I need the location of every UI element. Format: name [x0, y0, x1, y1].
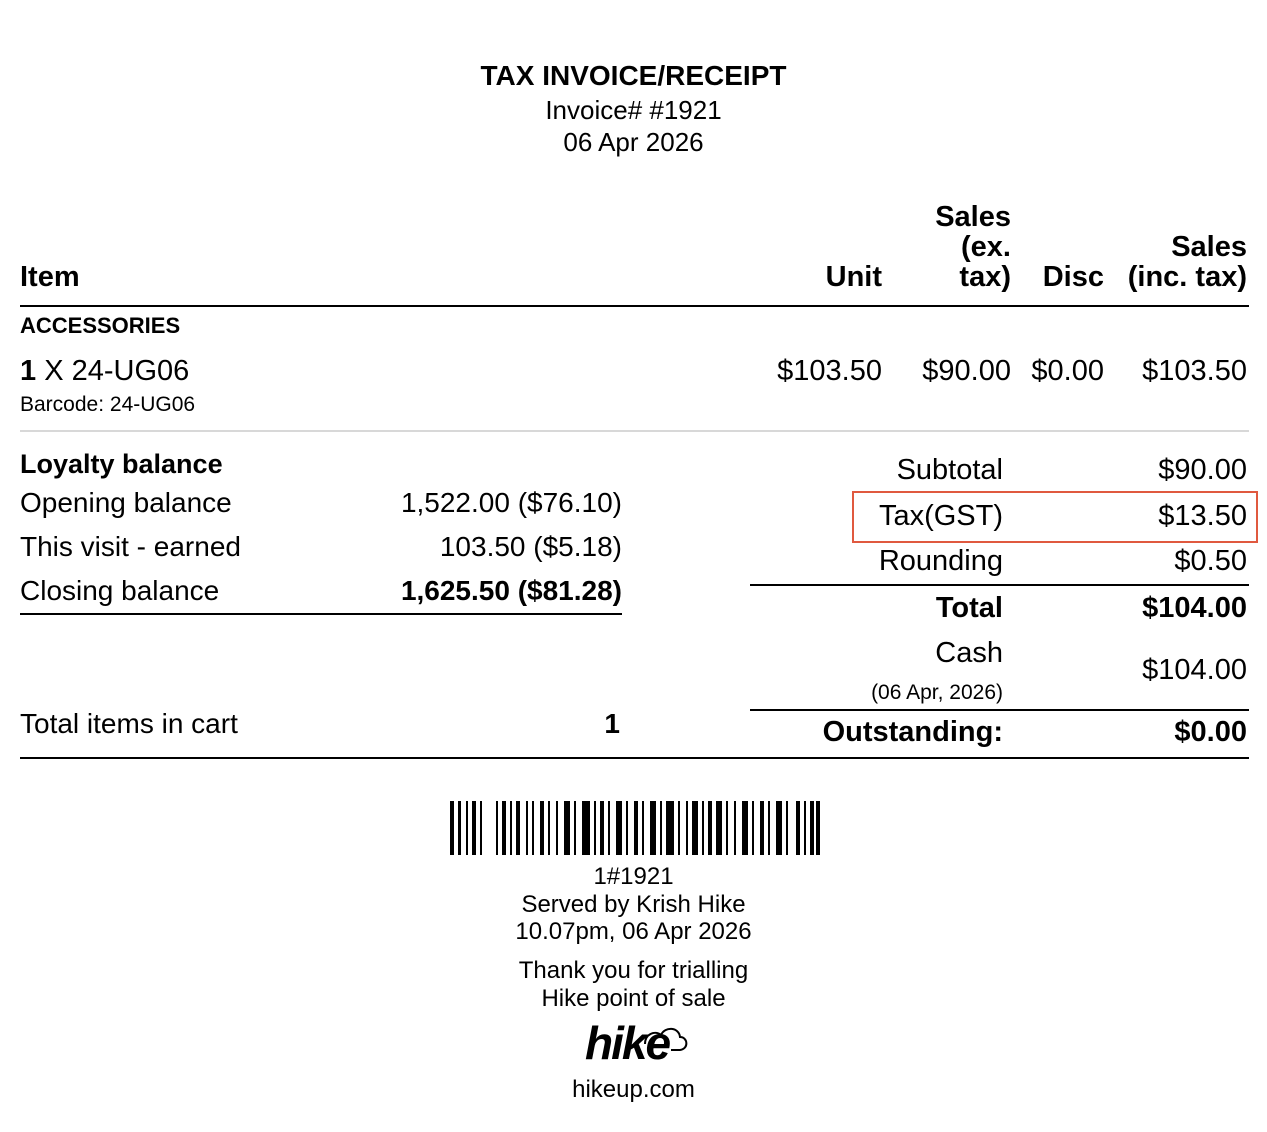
invoice-barcode: [450, 801, 820, 855]
barcode-bar: [496, 801, 498, 855]
barcode-bar: [666, 801, 674, 855]
barcode-bar: [574, 801, 576, 855]
subtotal-label: Subtotal: [896, 454, 1003, 486]
invoice-number: Invoice# #1921: [545, 95, 722, 125]
barcode-bar: [726, 801, 728, 855]
loyalty-earned-value: 103.50 ($5.18): [439, 531, 622, 562]
rounding-label: Rounding: [878, 545, 1003, 577]
total-label: Total: [935, 592, 1003, 624]
hike-logo-text: hike: [585, 1017, 670, 1069]
column-header-item: Item: [20, 261, 80, 293]
barcode-bar: [540, 801, 544, 855]
barcode-bar: [564, 801, 570, 855]
barcode-bar: [786, 801, 788, 855]
barcode-bar: [510, 801, 512, 855]
column-header-sales-inc-tax-2: (inc. tax): [1127, 261, 1247, 293]
barcode-bar: [660, 801, 662, 855]
invoice-title: TAX INVOICE/RECEIPT: [480, 60, 787, 91]
category-label: ACCESSORIES: [20, 313, 181, 338]
barcode-bar: [480, 801, 482, 855]
loyalty-divider: [20, 613, 622, 615]
barcode-text: 1#1921: [593, 863, 674, 890]
barcode-bar: [742, 801, 748, 855]
served-by: Served by Krish Hike: [521, 891, 746, 918]
barcode-bar: [692, 801, 698, 855]
column-header-sales-ex-tax-2: (ex.: [961, 231, 1011, 263]
barcode-bar: [810, 801, 814, 855]
barcode-bar: [760, 801, 764, 855]
line-item-sales-ex-tax: $90.00: [922, 355, 1011, 387]
rounding-value: $0.50: [1174, 545, 1247, 577]
barcode-bar: [516, 801, 520, 855]
loyalty-opening-value: 1,522.00 ($76.10): [400, 487, 622, 518]
item-divider: [20, 430, 1249, 432]
barcode-bar: [472, 801, 476, 855]
barcode-bar: [458, 801, 461, 855]
footer-divider: [20, 757, 1249, 759]
column-header-disc: Disc: [1042, 261, 1104, 293]
loyalty-opening-label: Opening balance: [20, 487, 232, 518]
hike-logo: [585, 1018, 695, 1074]
loyalty-closing-label: Closing balance: [20, 575, 220, 606]
barcode-bar: [642, 801, 644, 855]
barcode-bar: [678, 801, 680, 855]
barcode-bar: [752, 801, 754, 855]
barcode-bar: [556, 801, 558, 855]
line-item-sales-inc-tax: $103.50: [1142, 355, 1247, 387]
barcode-bar: [600, 801, 604, 855]
barcode-bar: [526, 801, 528, 855]
barcode-bar: [582, 801, 590, 855]
barcode-bar: [708, 801, 712, 855]
barcode-bar: [804, 801, 806, 855]
barcode-bar: [702, 801, 704, 855]
tax-label: Tax(GST): [878, 500, 1003, 532]
barcode-bar: [466, 801, 468, 855]
line-item-name: [20, 355, 189, 388]
column-header-unit: Unit: [825, 261, 882, 293]
barcode-bar: [634, 801, 638, 855]
column-header-sales-ex-tax-1: Sales: [935, 201, 1011, 233]
loyalty-earned-label: This visit - earned: [20, 531, 241, 562]
invoice-date: 06 Apr 2026: [563, 127, 704, 157]
barcode-bar: [532, 801, 534, 855]
cash-value: $104.00: [1142, 654, 1247, 686]
total-value: $104.00: [1142, 592, 1247, 624]
barcode-bar: [626, 801, 628, 855]
cart-items-label: Total items in cart: [20, 708, 238, 739]
barcode-bar: [686, 801, 688, 855]
line-item-qty: 1: [20, 355, 37, 387]
loyalty-closing-value: 1,625.50 ($81.28): [400, 575, 622, 606]
barcode-bar: [594, 801, 596, 855]
cash-label: Cash: [935, 637, 1003, 669]
column-header-sales-ex-tax-3: tax): [959, 261, 1011, 293]
barcode-bar: [716, 801, 722, 855]
line-item-product: X 24-UG06: [36, 355, 190, 387]
receipt-timestamp: 10.07pm, 06 Apr 2026: [515, 918, 752, 945]
barcode-bar: [768, 801, 770, 855]
cash-date: (06 Apr, 2026): [871, 681, 1003, 704]
totals-divider: [750, 584, 1249, 586]
barcode-bar: [734, 801, 736, 855]
barcode-bar: [816, 801, 820, 855]
thanks-line-2: Hike point of sale: [541, 985, 726, 1012]
outstanding-label: Outstanding:: [822, 716, 1003, 748]
header-divider: [20, 305, 1249, 307]
line-item-disc: $0.00: [1031, 355, 1104, 387]
barcode-bar: [796, 801, 800, 855]
barcode-bar: [650, 801, 656, 855]
cart-items-value: 1: [604, 708, 620, 739]
barcode-bar: [776, 801, 782, 855]
barcode-bar: [502, 801, 506, 855]
website: hikeup.com: [572, 1076, 695, 1103]
loyalty-title: Loyalty balance: [20, 449, 223, 479]
line-item-barcode: Barcode: 24-UG06: [20, 393, 196, 416]
barcode-bar: [548, 801, 550, 855]
subtotal-value: $90.00: [1158, 454, 1247, 486]
tax-value: $13.50: [1158, 500, 1247, 532]
barcode-bar: [608, 801, 610, 855]
column-header-sales-inc-tax-1: Sales: [1171, 231, 1247, 263]
thanks-line-1: Thank you for trialling: [518, 957, 749, 984]
payments-divider: [750, 709, 1249, 711]
line-item-unit: $103.50: [777, 355, 882, 387]
barcode-bar: [450, 801, 454, 855]
barcode-bar: [616, 801, 622, 855]
outstanding-value: $0.00: [1174, 716, 1247, 748]
